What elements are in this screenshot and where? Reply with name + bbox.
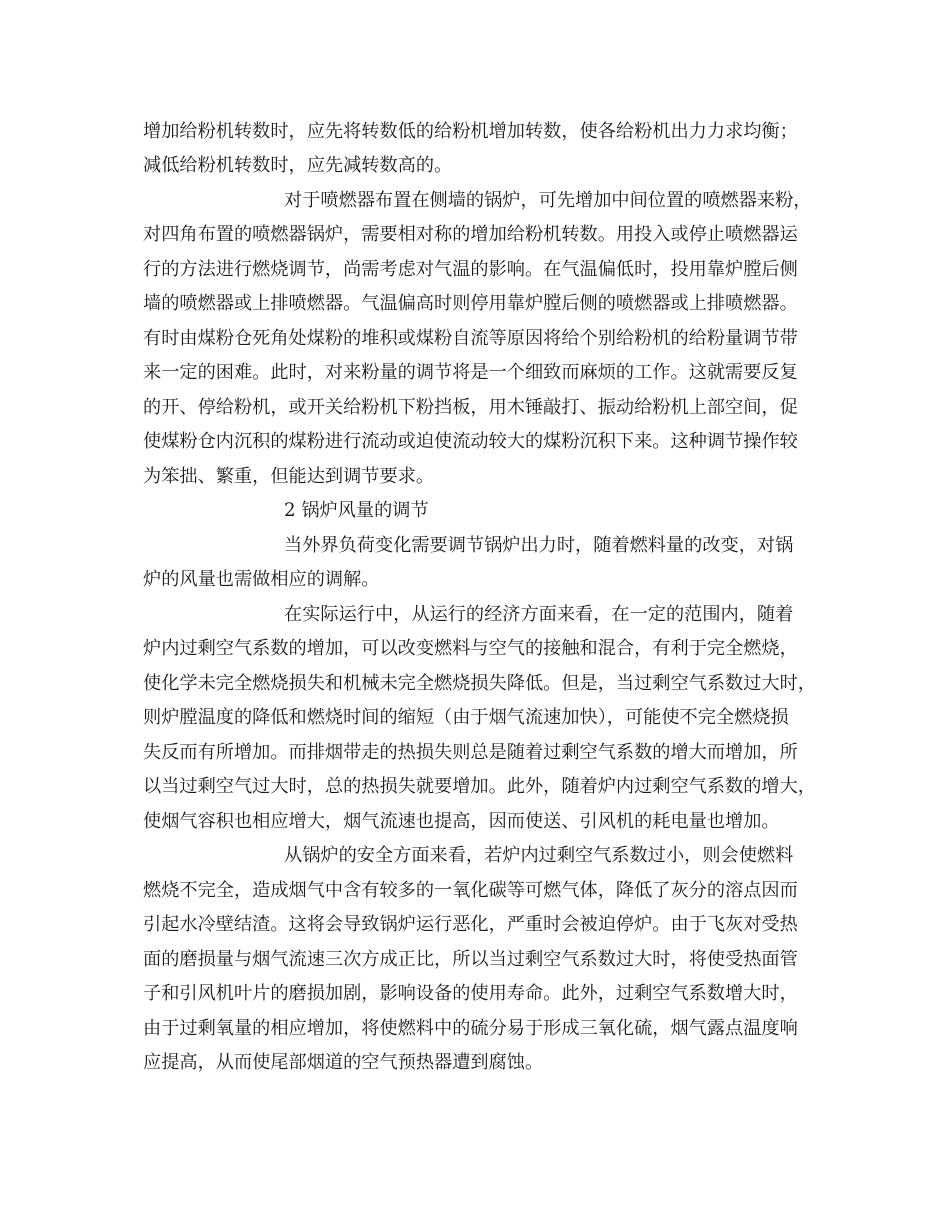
text-line: 为笨拙、繁重，但能达到调节要求。: [143, 466, 435, 487]
section-heading: 2 锅炉风量的调节: [284, 500, 429, 521]
text-line: 来一定的困难。此时，对来粉量的调节将是一个细致而麻烦的工作。这就需要反复: [143, 362, 798, 383]
text-line: 对四角布置的喷燃器锅炉，需要相对称的增加给粉机转数。用投入或停止喷燃器运: [143, 224, 798, 245]
text-line: 减低给粉机转数时，应先减转数高的。: [143, 155, 453, 176]
paragraph-start-line: 当外界负荷变化需要调节锅炉出力时，随着燃料量的改变，对锅: [284, 535, 794, 556]
text-line: 有时由煤粉仓死角处煤粉的堆积或煤粉自流等原因将给个别给粉机的给粉量调节带: [143, 328, 798, 349]
paragraph-start-line: 从锅炉的安全方面来看，若炉内过剩空气系数过小，则会使燃料: [284, 845, 794, 866]
text-line: 引起水冷壁结渣。这将会导致锅炉运行恶化，严重时会被迫停炉。由于飞灰对受热: [143, 914, 798, 935]
paragraph-start-line: 对于喷燃器布置在侧墙的锅炉，可先增加中间位置的喷燃器来粉，: [284, 190, 812, 211]
text-line: 的开、停给粉机，或开关给粉机下粉挡板，用木锤敲打、振动给粉机上部空间，促: [143, 397, 798, 418]
text-line: 增加给粉机转数时，应先将转数低的给粉机增加转数，使各给粉机出力力求均衡；: [143, 121, 798, 142]
paragraph-start-line: 在实际运行中，从运行的经济方面来看，在一定的范围内，随着: [284, 604, 794, 625]
text-line: 由于过剩氧量的相应增加，将使燃料中的硫分易于形成三氧化硫，烟气露点温度响: [143, 1018, 798, 1039]
text-line: 使化学未完全燃烧损失和机械未完全燃烧损失降低。但是，当过剩空气系数过大时，: [143, 673, 816, 694]
text-line: 使烟气容积也相应增大，烟气流速也提高，因而使送、引风机的耗电量也增加。: [143, 811, 780, 832]
text-line: 子和引风机叶片的磨损加剧，影响设备的使用寿命。此外，过剩空气系数增大时，: [143, 983, 798, 1004]
text-line: 炉内过剩空气系数的增加，可以改变燃料与空气的接触和混合，有利于完全燃烧，: [143, 638, 798, 659]
text-line: 使煤粉仓内沉积的煤粉进行流动或迫使流动较大的煤粉沉积下来。这种调节操作较: [143, 431, 798, 452]
text-line: 炉的风量也需做相应的调解。: [143, 569, 380, 590]
text-line: 以当过剩空气过大时，总的热损失就要增加。此外，随着炉内过剩空气系数的增大，: [143, 776, 816, 797]
text-line: 墙的喷燃器或上排喷燃器。气温偏高时则停用靠炉膛后侧的喷燃器或上排喷燃器。: [143, 293, 798, 314]
text-line: 行的方法进行燃烧调节，尚需考虑对气温的影响。在气温偏低时，投用靠炉膛后侧: [143, 259, 798, 280]
text-line: 应提高，从而使尾部烟道的空气预热器遭到腐蚀。: [143, 1052, 544, 1073]
text-line: 燃烧不完全，造成烟气中含有较多的一氧化碳等可燃气体，降低了灰分的溶点因而: [143, 880, 798, 901]
text-line: 面的磨损量与烟气流速三次方成正比，所以当过剩空气系数过大时，将使受热面管: [143, 949, 798, 970]
text-line: 则炉膛温度的降低和燃烧时间的缩短（由于烟气流速加快），可能使不完全燃烧损: [143, 707, 789, 728]
text-line: 失反而有所增加。而排烟带走的热损失则总是随着过剩空气系数的增大而增加，所: [143, 742, 798, 763]
